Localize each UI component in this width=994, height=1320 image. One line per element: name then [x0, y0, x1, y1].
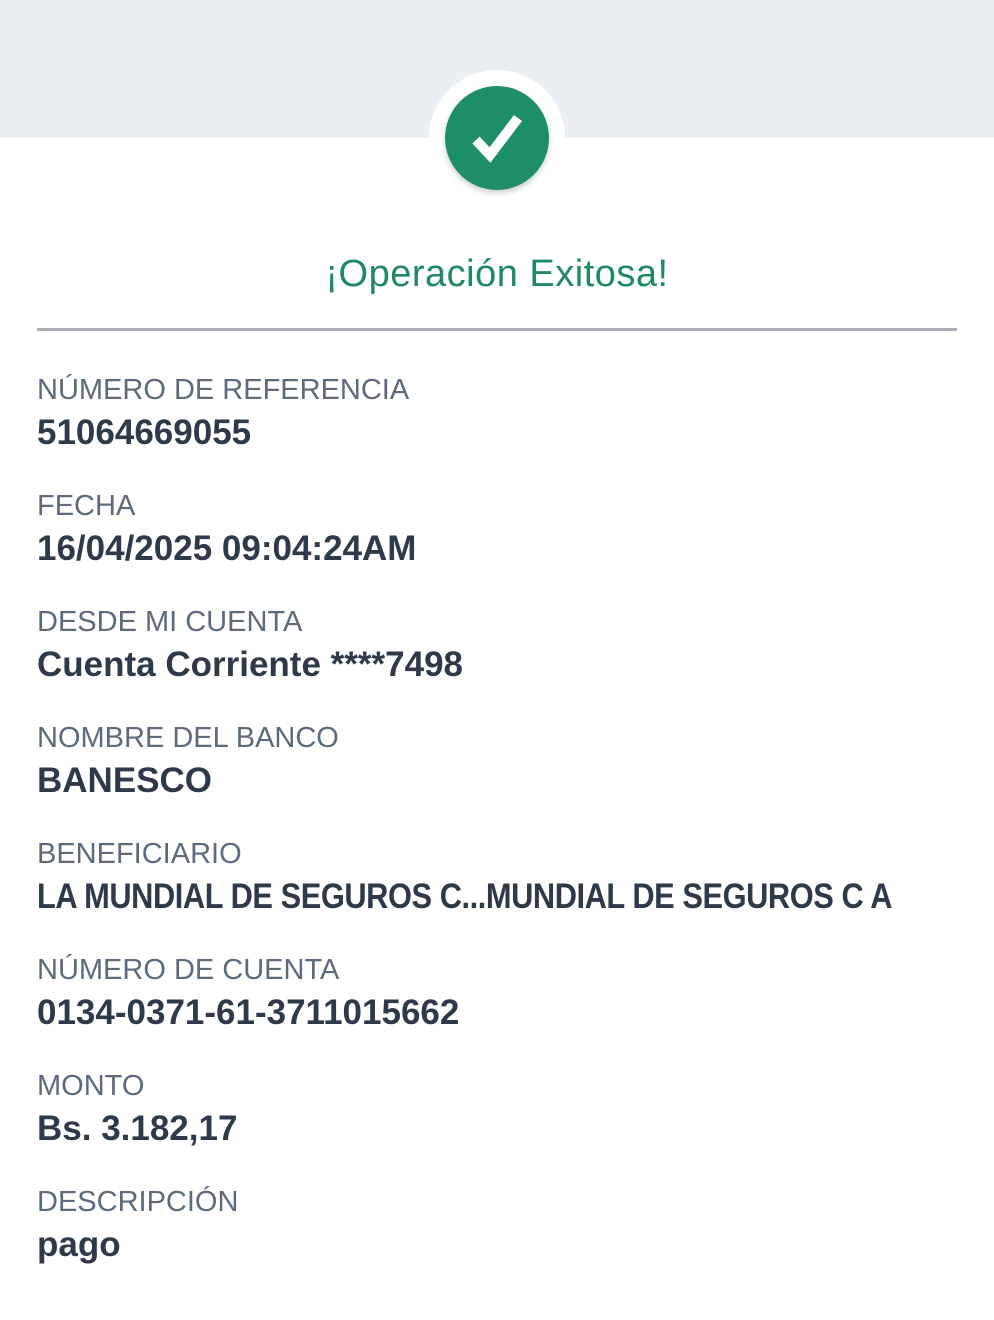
field-monto — [37, 1068, 957, 1152]
field-label: NOMBRE DEL BANCO — [37, 722, 339, 754]
field-value: BANESCO — [37, 761, 213, 800]
success-badge — [429, 70, 565, 206]
field-label: DESCRIPCIÓN — [37, 1186, 239, 1218]
field-value: Cuenta Corriente ****7498 — [37, 645, 463, 684]
field-value: 0134-0371-61-3711015662 — [37, 993, 460, 1032]
field-label: NÚMERO DE CUENTA — [37, 954, 340, 986]
field-beneficiario — [37, 836, 957, 920]
field-value: 16/04/2025 09:04:24AM — [37, 529, 417, 568]
field-descripcion — [37, 1184, 957, 1268]
field-numero-de-cuenta — [37, 952, 957, 1036]
field-numero-de-referencia — [37, 372, 957, 456]
field-fecha — [37, 488, 957, 572]
field-value: LA MUNDIAL DE SEGUROS C...MUNDIAL DE SEGUROS C A — [37, 877, 893, 916]
field-label: DESDE MI CUENTA — [37, 606, 303, 638]
field-desde-mi-cuenta — [37, 604, 957, 688]
field-label: MONTO — [37, 1070, 145, 1102]
field-value: Bs. 3.182,17 — [37, 1109, 238, 1148]
field-label: NÚMERO DE REFERENCIA — [37, 374, 410, 406]
field-label: FECHA — [37, 490, 136, 522]
field-value: pago — [37, 1225, 121, 1264]
success-title: ¡Operación Exitosa! — [325, 253, 669, 295]
checkmark-icon — [460, 101, 534, 175]
success-badge-circle — [445, 86, 549, 190]
field-label: BENEFICIARIO — [37, 838, 242, 870]
field-value: 51064669055 — [37, 413, 252, 452]
receipt-fields — [0, 331, 994, 1320]
field-nombre-del-banco — [37, 720, 957, 804]
header-band — [0, 0, 994, 138]
